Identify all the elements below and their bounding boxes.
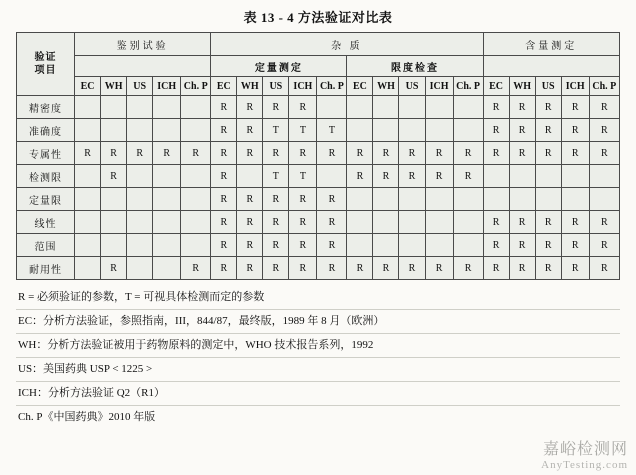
table-cell: R — [589, 257, 619, 280]
table-cell: R — [589, 234, 619, 257]
table-cell — [181, 96, 211, 119]
table-cell: R — [317, 142, 347, 165]
code-header: EC — [483, 77, 509, 96]
table-cell — [75, 119, 101, 142]
table-cell — [399, 234, 425, 257]
row-label: 定量限 — [17, 188, 75, 211]
table-cell: R — [561, 96, 589, 119]
table-cell: R — [211, 119, 237, 142]
table-cell: R — [263, 142, 289, 165]
table-cell: R — [211, 211, 237, 234]
table-header — [17, 33, 620, 96]
table-cell: R — [101, 165, 127, 188]
table-cell: R — [211, 96, 237, 119]
table-row — [17, 119, 620, 142]
footnote-chp: Ch. P《中国药典》2010 年版 — [18, 411, 156, 423]
code-header: Ch. P — [317, 77, 347, 96]
table-cell: R — [535, 211, 561, 234]
table-cell — [453, 234, 483, 257]
table-cell: R — [181, 257, 211, 280]
table-cell: R — [237, 96, 263, 119]
row-label: 检测限 — [17, 165, 75, 188]
row-label: 耐用性 — [17, 257, 75, 280]
table-cell: R — [263, 211, 289, 234]
table-cell: R — [535, 119, 561, 142]
table-cell — [509, 188, 535, 211]
table-cell: R — [535, 142, 561, 165]
table-cell: R — [483, 96, 509, 119]
table-cell — [589, 165, 619, 188]
code-header: ICH — [561, 77, 589, 96]
table-cell: R — [453, 257, 483, 280]
table-cell: R — [483, 119, 509, 142]
table-cell — [127, 96, 153, 119]
table-cell: R — [509, 142, 535, 165]
table-cell — [399, 211, 425, 234]
table-cell: R — [317, 234, 347, 257]
table-cell — [373, 119, 399, 142]
code-header: ICH — [425, 77, 453, 96]
table-cell: R — [509, 234, 535, 257]
table-cell: R — [317, 211, 347, 234]
table-cell — [425, 119, 453, 142]
table-cell: R — [453, 165, 483, 188]
table-cell — [425, 96, 453, 119]
table-cell — [399, 188, 425, 211]
table-cell: R — [425, 142, 453, 165]
table-cell: R — [263, 96, 289, 119]
header-row-codes — [17, 77, 620, 96]
table-cell: R — [425, 257, 453, 280]
table-cell — [101, 96, 127, 119]
table-cell: R — [399, 257, 425, 280]
table-cell: R — [373, 142, 399, 165]
table-cell — [589, 188, 619, 211]
table-cell: R — [535, 257, 561, 280]
table-cell — [181, 188, 211, 211]
table-cell — [101, 119, 127, 142]
table-cell — [509, 165, 535, 188]
table-cell — [101, 211, 127, 234]
table-cell: R — [347, 142, 373, 165]
table-cell: R — [237, 188, 263, 211]
code-header: US — [263, 77, 289, 96]
table-cell: R — [211, 188, 237, 211]
code-header: US — [127, 77, 153, 96]
table-row — [17, 96, 620, 119]
table-cell: R — [289, 188, 317, 211]
code-header: ICH — [153, 77, 181, 96]
table-cell — [127, 165, 153, 188]
table-cell: R — [483, 234, 509, 257]
table-cell: R — [75, 142, 101, 165]
footnote-ec: EC：分析方法验证，参照指南，III，844/87，最终版，1989 年 8 月（欧洲） — [16, 310, 620, 334]
table-cell — [153, 165, 181, 188]
table-cell — [347, 234, 373, 257]
table-cell: R — [561, 211, 589, 234]
row-label: 准确度 — [17, 119, 75, 142]
table-cell: R — [289, 142, 317, 165]
table-cell: R — [211, 142, 237, 165]
table-cell: R — [127, 142, 153, 165]
table-cell — [101, 188, 127, 211]
table-cell: R — [561, 257, 589, 280]
table-cell — [75, 165, 101, 188]
group-header-assay: 含量测定 — [483, 33, 619, 56]
code-header: US — [535, 77, 561, 96]
table-cell — [153, 211, 181, 234]
table-cell — [75, 234, 101, 257]
table-cell: R — [589, 119, 619, 142]
table-cell: R — [509, 211, 535, 234]
table-cell: T — [289, 119, 317, 142]
table-row — [17, 142, 620, 165]
table-cell — [561, 188, 589, 211]
table-cell — [535, 188, 561, 211]
table-cell: R — [153, 142, 181, 165]
table-cell: R — [101, 257, 127, 280]
table-cell: T — [263, 165, 289, 188]
code-header: US — [399, 77, 425, 96]
validation-comparison-table — [16, 32, 620, 280]
table-cell: R — [561, 234, 589, 257]
code-header: WH — [373, 77, 399, 96]
table-cell — [373, 211, 399, 234]
table-cell — [373, 188, 399, 211]
group-header-identification: 鉴别试验 — [75, 33, 211, 56]
table-cell: R — [317, 188, 347, 211]
table-cell: R — [509, 96, 535, 119]
code-header: EC — [347, 77, 373, 96]
table-cell: R — [425, 165, 453, 188]
table-cell: R — [263, 234, 289, 257]
table-cell — [453, 211, 483, 234]
table-cell: R — [589, 142, 619, 165]
table-cell: T — [317, 119, 347, 142]
table-cell — [181, 234, 211, 257]
table-cell: R — [535, 96, 561, 119]
table-title: 表 13 - 4 方法验证对比表 — [243, 10, 393, 25]
table-cell — [127, 234, 153, 257]
code-header: Ch. P — [589, 77, 619, 96]
table-row — [17, 165, 620, 188]
table-cell — [127, 188, 153, 211]
table-cell: R — [483, 257, 509, 280]
table-cell: R — [211, 165, 237, 188]
table-cell — [317, 96, 347, 119]
table-cell: R — [509, 257, 535, 280]
watermark-chinese: 嘉峪检测网 — [542, 441, 628, 458]
table-cell: T — [289, 165, 317, 188]
table-cell — [483, 165, 509, 188]
table-cell — [153, 234, 181, 257]
table-cell: R — [237, 142, 263, 165]
table-cell — [153, 257, 181, 280]
subgroup-header-quantitative: 定量测定 — [211, 56, 347, 77]
table-cell: R — [289, 96, 317, 119]
table-cell — [425, 188, 453, 211]
table-cell: R — [561, 119, 589, 142]
table-cell: R — [399, 165, 425, 188]
table-cell — [181, 211, 211, 234]
code-header: Ch. P — [181, 77, 211, 96]
table-cell: R — [589, 211, 619, 234]
table-cell — [153, 188, 181, 211]
group-header-impurity: 杂 质 — [211, 33, 483, 56]
table-cell — [127, 257, 153, 280]
table-cell — [75, 96, 101, 119]
code-header: ICH — [289, 77, 317, 96]
table-body — [17, 96, 620, 280]
table-cell: R — [317, 257, 347, 280]
row-label: 精密度 — [17, 96, 75, 119]
footnote-legend: R = 必须验证的参数，T = 可视具体检测而定的参数 — [16, 286, 620, 310]
table-cell: R — [237, 211, 263, 234]
row-label: 专属性 — [17, 142, 75, 165]
subgroup-header-identification-blank — [75, 56, 211, 77]
code-header: EC — [211, 77, 237, 96]
table-cell: R — [509, 119, 535, 142]
row-label: 线性 — [17, 211, 75, 234]
table-cell: R — [237, 234, 263, 257]
table-cell: R — [289, 257, 317, 280]
table-cell: R — [289, 211, 317, 234]
table-cell: T — [263, 119, 289, 142]
footnote-us: US：美国药典 USP < 1225 > — [16, 358, 620, 382]
table-cell — [399, 96, 425, 119]
table-row — [17, 188, 620, 211]
code-header: WH — [237, 77, 263, 96]
table-cell — [561, 165, 589, 188]
table-cell: R — [347, 257, 373, 280]
watermark — [541, 436, 628, 471]
table-cell: R — [399, 142, 425, 165]
table-cell: R — [237, 119, 263, 142]
table-cell — [127, 211, 153, 234]
table-cell — [425, 234, 453, 257]
row-label: 范围 — [17, 234, 75, 257]
table-cell: R — [535, 234, 561, 257]
table-cell — [101, 234, 127, 257]
table-row — [17, 211, 620, 234]
table-cell — [75, 211, 101, 234]
table-cell — [317, 165, 347, 188]
table-cell — [373, 96, 399, 119]
table-footnotes — [16, 280, 620, 429]
table-cell — [347, 211, 373, 234]
subgroup-header-limit-test: 限度检查 — [347, 56, 483, 77]
table-cell — [181, 119, 211, 142]
table-cell — [181, 165, 211, 188]
table-cell — [153, 96, 181, 119]
watermark-english: AnyTesting.com — [541, 459, 628, 471]
table-cell: R — [263, 188, 289, 211]
table-cell — [237, 165, 263, 188]
table-cell — [453, 188, 483, 211]
code-header: WH — [509, 77, 535, 96]
table-cell — [127, 119, 153, 142]
subgroup-header-assay-blank — [483, 56, 619, 77]
code-header: EC — [75, 77, 101, 96]
table-cell — [347, 119, 373, 142]
table-cell: R — [101, 142, 127, 165]
table-cell — [347, 188, 373, 211]
header-row-subgroups — [17, 56, 620, 77]
table-cell: R — [181, 142, 211, 165]
table-cell: R — [373, 257, 399, 280]
table-cell — [535, 165, 561, 188]
table-cell — [453, 96, 483, 119]
table-cell: R — [211, 257, 237, 280]
footnote-wh: WH：分析方法验证被用于药物原料的测定中，WHO 技术报告系列，1992 — [16, 334, 620, 358]
table-cell — [483, 188, 509, 211]
table-cell: R — [483, 211, 509, 234]
table-cell — [75, 257, 101, 280]
table-cell — [153, 119, 181, 142]
table-cell — [75, 188, 101, 211]
table-cell: R — [289, 234, 317, 257]
table-cell: R — [453, 142, 483, 165]
code-header: Ch. P — [453, 77, 483, 96]
table-cell: R — [483, 142, 509, 165]
header-row-groups — [17, 33, 620, 56]
table-row — [17, 234, 620, 257]
table-cell: R — [347, 165, 373, 188]
corner-header-validation-item: 验证 项目 — [17, 33, 75, 96]
table-cell — [373, 234, 399, 257]
table-cell — [453, 119, 483, 142]
table-row — [17, 257, 620, 280]
table-cell: R — [589, 96, 619, 119]
footnote-ich: ICH：分析方法验证 Q2（R1） — [16, 382, 620, 406]
table-cell: R — [263, 257, 289, 280]
table-cell — [347, 96, 373, 119]
table-cell — [399, 119, 425, 142]
table-cell: R — [237, 257, 263, 280]
table-cell: R — [561, 142, 589, 165]
table-cell — [425, 211, 453, 234]
code-header: WH — [101, 77, 127, 96]
table-cell: R — [373, 165, 399, 188]
table-cell: R — [211, 234, 237, 257]
